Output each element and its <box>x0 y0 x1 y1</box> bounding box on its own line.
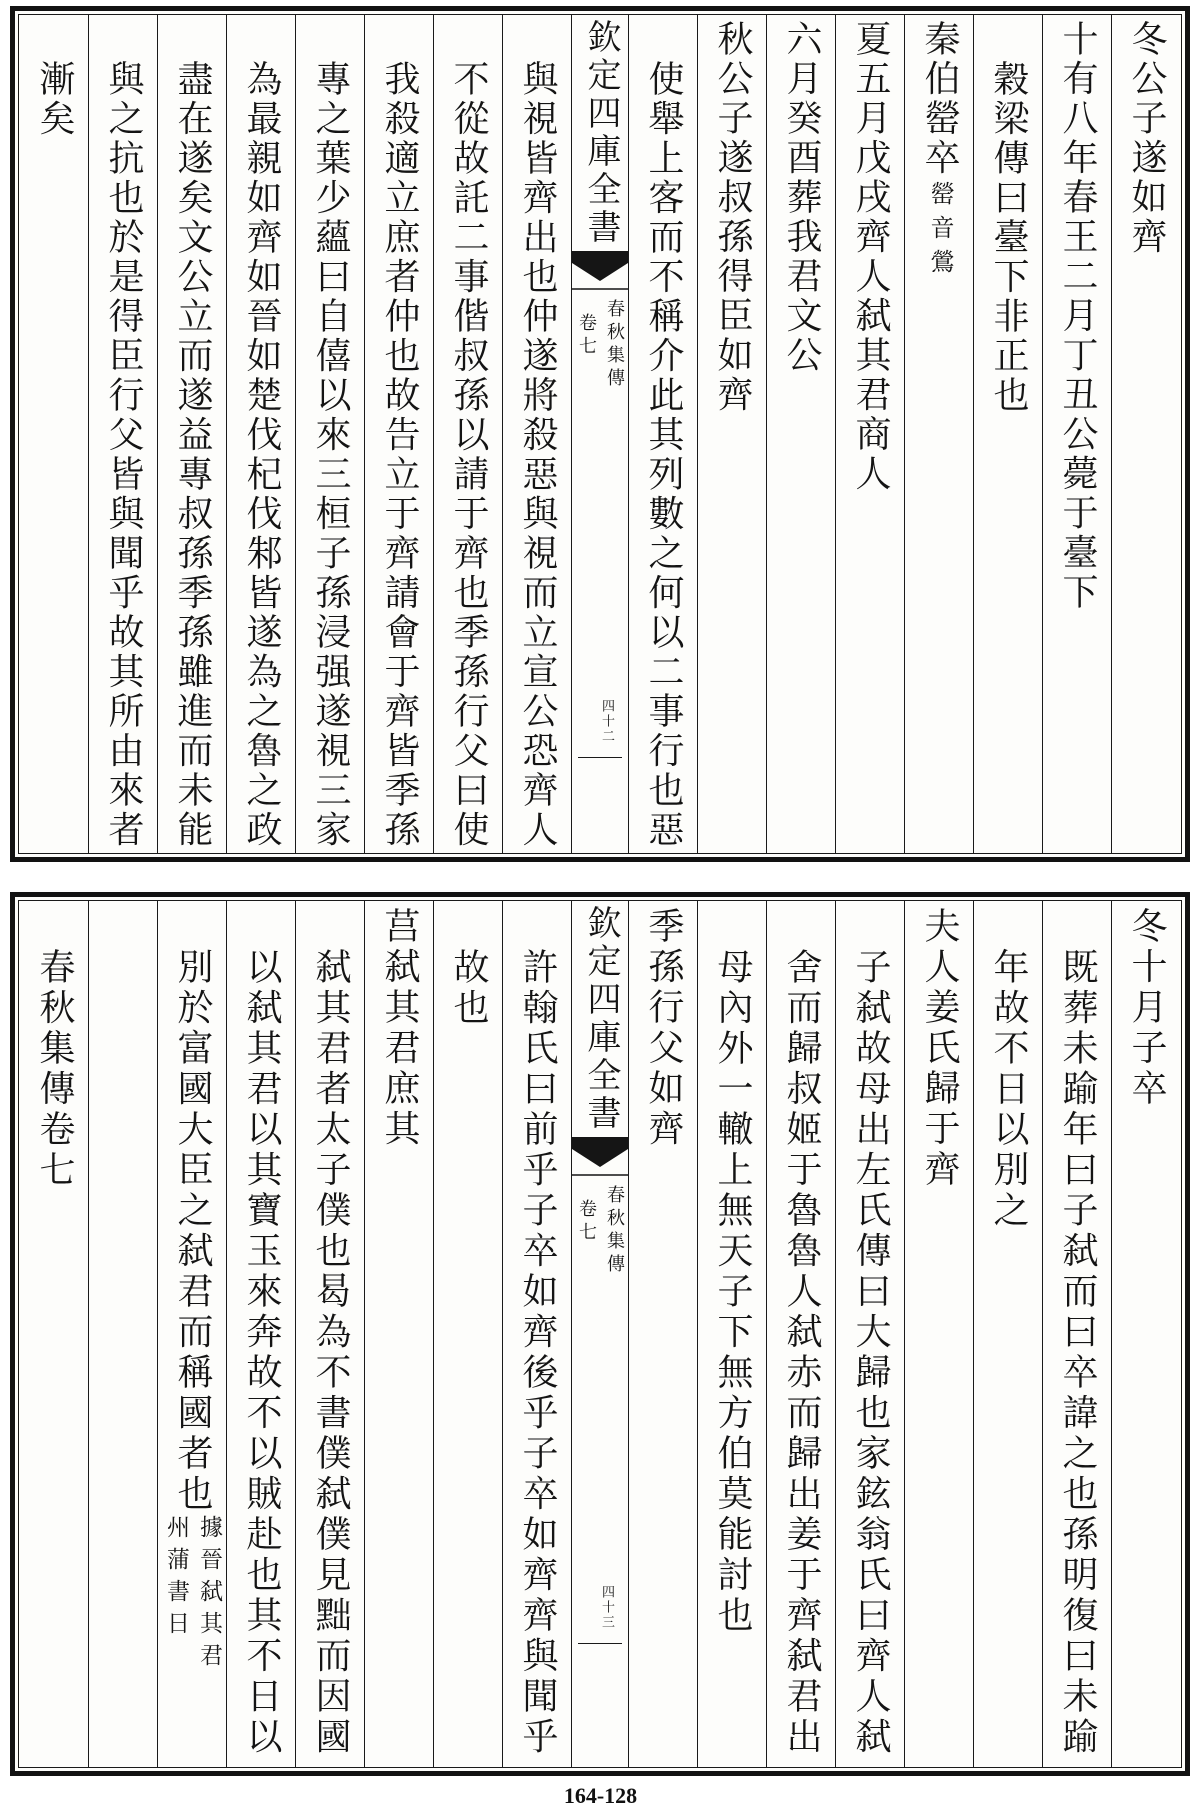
text-column <box>226 901 295 1767</box>
text-column <box>766 901 835 1767</box>
fishtail-mark <box>572 1137 628 1177</box>
lower-leaf-frame <box>18 900 1182 1768</box>
commentary-text: 舍而歸叔姬于魯魯人弑赤而歸出姜于齊弑君出 <box>781 947 822 1758</box>
text-column <box>628 15 697 853</box>
text-column <box>1111 15 1180 853</box>
commentary-text: 許翰氏曰前乎子卒如齊後乎子卒如齊齊與聞乎 <box>517 947 558 1758</box>
column-text: 季孫行父如齊 <box>643 907 684 1150</box>
band-folio-number: 四十三 <box>599 1585 614 1630</box>
commentary-text: 漸矣 <box>34 59 75 139</box>
interlinear-note: 據晉弑其君 <box>196 1515 222 1675</box>
column-text: 莒弑其君庶其 <box>379 907 420 1150</box>
interlinear-note: 州蒲書日 <box>163 1515 189 1643</box>
commentary-text: 以弑其君以其寶玉來奔故不以賊赴也其不日以 <box>241 947 282 1758</box>
band-volume: 卷七 <box>576 313 597 359</box>
commentary-text: 專之葉少蘊曰自僖以來三桓子孫浸强遂視三家 <box>310 59 351 850</box>
text-column <box>904 901 973 1767</box>
band-book-title: 春秋集傳 <box>604 299 625 391</box>
text-column <box>502 901 571 1767</box>
upper-leaf-panel <box>10 6 1190 862</box>
column-text: 六月癸酉葬我君文公 <box>781 20 822 376</box>
column-text: 夫人姜氏歸于齊 <box>919 907 960 1191</box>
text-column <box>1042 901 1111 1767</box>
center-fold-band <box>571 901 628 1767</box>
text-column <box>1111 901 1180 1767</box>
lower-leaf-panel <box>10 892 1190 1776</box>
page-number: 164-128 <box>563 1783 638 1808</box>
text-column <box>973 15 1042 853</box>
text-column <box>697 901 766 1767</box>
commentary-text: 弑其君者太子僕也曷為不書僕弑僕見黜而因國 <box>310 947 351 1758</box>
text-column <box>433 901 502 1767</box>
text-column <box>88 15 157 853</box>
text-column <box>628 901 697 1767</box>
column-text: 十有八年春王二月丁丑公薨于臺下 <box>1057 20 1098 613</box>
text-column <box>364 901 433 1767</box>
commentary-text: 使舉上客而不稱介此其列數之何以二事行也惡 <box>643 59 684 850</box>
band-volume: 卷七 <box>576 1199 597 1245</box>
commentary-text: 與視皆齊出也仲遂將殺惡與視而立宣公恐齊人 <box>517 59 558 850</box>
commentary-text: 盡在遂矣文公立而遂益專叔孫季孫雖進而未能 <box>172 59 213 850</box>
text-column <box>1042 15 1111 853</box>
commentary-text: 不從故託二事偕叔孫以請于齊也季孫行父曰使 <box>448 59 489 850</box>
column-text: 冬十月子卒 <box>1126 907 1167 1110</box>
column-text: 秦伯罃卒 <box>919 20 960 178</box>
text-column <box>835 15 904 853</box>
commentary-text: 年故不日以別之 <box>988 947 1029 1231</box>
text-column <box>19 901 88 1767</box>
text-column <box>973 901 1042 1767</box>
interlinear-note: 罃音鶯 <box>926 181 954 283</box>
text-column <box>835 901 904 1767</box>
commentary-text: 我殺適立庶者仲也故告立于齊請會于齊皆季孫 <box>379 59 420 850</box>
upper-leaf-frame <box>18 14 1182 854</box>
band-folio-number: 四十二 <box>599 699 614 744</box>
commentary-text: 與之抗也於是得臣行父皆與聞乎故其所由來者 <box>103 59 144 850</box>
band-rule <box>578 1643 622 1644</box>
band-collection-title: 欽定四庫全書 <box>581 905 621 1133</box>
text-column <box>295 901 364 1767</box>
text-column <box>295 15 364 853</box>
text-column <box>157 15 226 853</box>
fishtail-mark <box>572 251 628 291</box>
column-text: 冬公子遂如齊 <box>1126 20 1167 257</box>
commentary-text: 別於富國大臣之弑君而稱國者也 <box>172 947 213 1515</box>
commentary-text: 母內外一轍上無天子下無方伯莫能討也 <box>712 947 753 1636</box>
text-column <box>364 15 433 853</box>
text-column <box>19 15 88 853</box>
center-fold-band <box>571 15 628 853</box>
column-text: 秋公子遂叔孫得臣如齊 <box>712 20 753 415</box>
text-column <box>226 15 295 853</box>
text-column <box>157 901 226 1767</box>
text-column <box>502 15 571 853</box>
volume-end-title: 春秋集傳卷七 <box>34 947 75 1191</box>
commentary-text: 子弑故母出左氏傳曰大歸也家鉉翁氏曰齊人弑 <box>850 947 891 1758</box>
blank-column <box>88 901 157 1767</box>
commentary-text: 為最親如齊如晉如楚伐杞伐邾皆遂為之魯之政 <box>241 59 282 850</box>
text-column <box>766 15 835 853</box>
text-column <box>433 15 502 853</box>
commentary-text: 故也 <box>448 947 489 1029</box>
text-column <box>904 15 973 853</box>
band-book-title: 春秋集傳 <box>604 1185 625 1277</box>
commentary-text: 穀梁傳曰臺下非正也 <box>988 59 1029 415</box>
band-collection-title: 欽定四庫全書 <box>581 19 621 247</box>
column-text: 夏五月戊戌齊人弑其君商人 <box>850 20 891 494</box>
text-column <box>697 15 766 853</box>
commentary-text: 既葬未踰年曰子弑而曰卒諱之也孫明復曰未踰 <box>1057 947 1098 1758</box>
band-rule <box>578 757 622 758</box>
